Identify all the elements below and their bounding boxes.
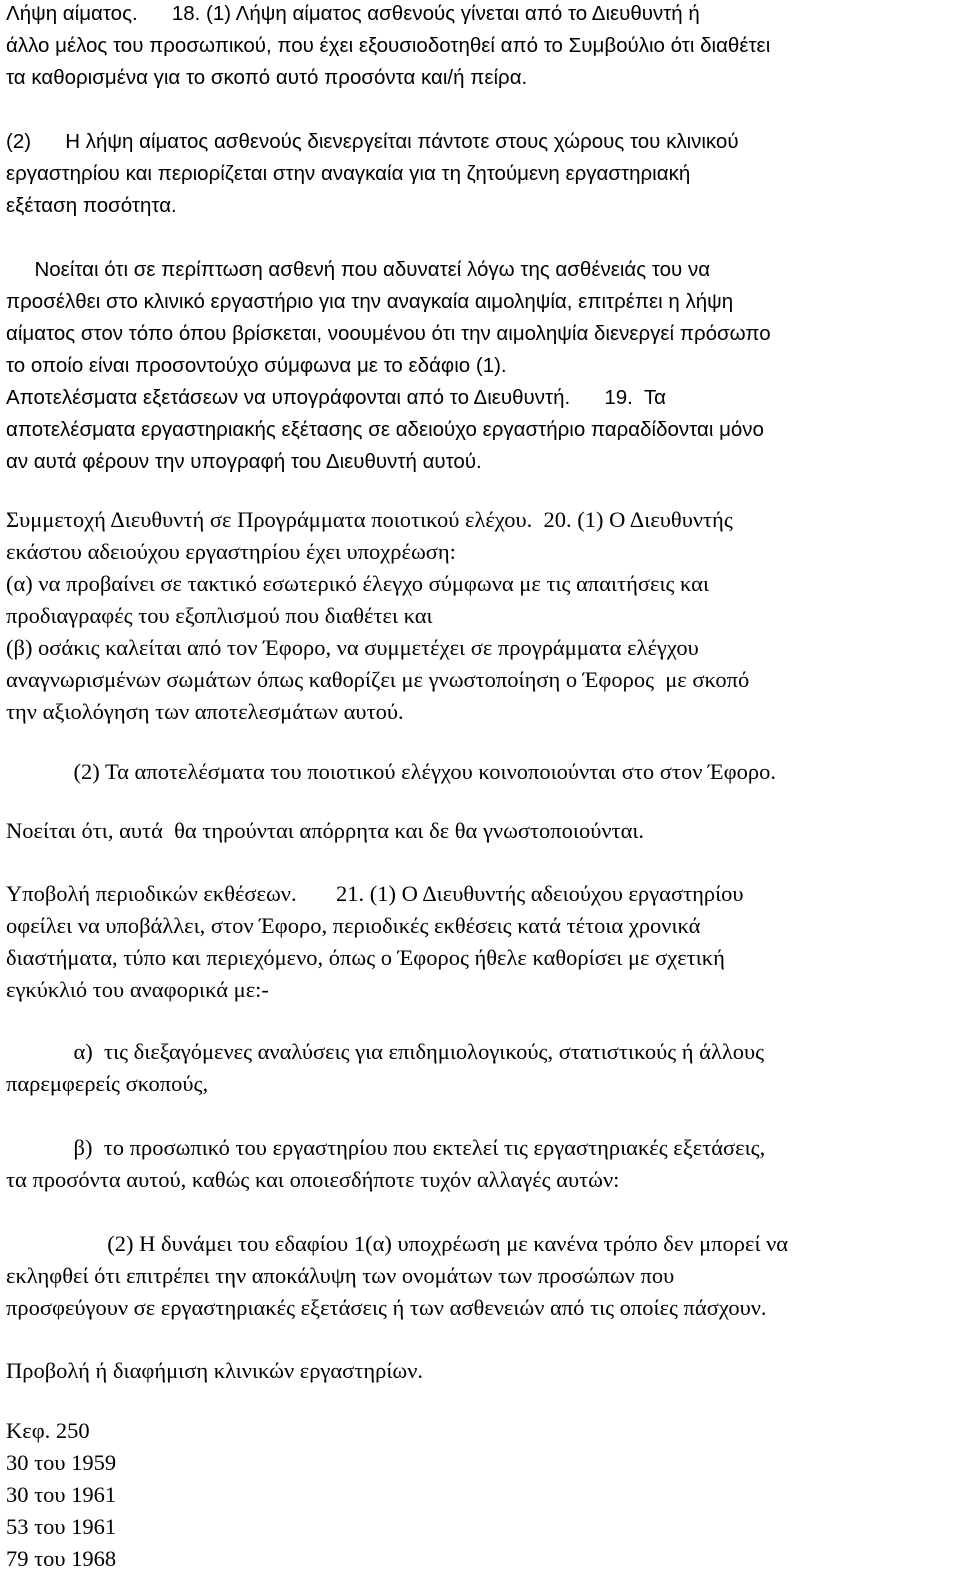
- text-line: (α) να προβαίνει σε τακτικό εσωτερικό έλεγχο σύμφωνα με τις απαιτήσεις και: [6, 571, 710, 596]
- text-line: β) το προσωπικό του εργαστηρίου που εκτελεί τις εργαστηριακές εξετάσεις,: [6, 1135, 766, 1160]
- text-line: προσφεύγουν σε εργαστηριακές εξετάσεις ή των ασθενειών από τις οποίες πάσχουν.: [6, 1295, 767, 1320]
- text-line: προσέλθει στο κλινικό εργαστήριο για την αναγκαία αιμοληψία, επιτρέπει η λήψη: [6, 290, 734, 313]
- legal-references: [6, 1415, 116, 1575]
- paragraph-blood-sampling: [6, 0, 770, 94]
- text-line: εκληφθεί ότι επιτρέπει την αποκάλυψη των ονομάτων των προσώπων που: [6, 1263, 675, 1288]
- text-line: τα καθορισμένα για το σκοπό αυτό προσόντα και/ή πείρα.: [6, 66, 528, 89]
- text-line: (2) Τα αποτελέσματα του ποιοτικού ελέγχου κοινοποιούνται στο στον Έφορο.: [6, 759, 776, 784]
- paragraph-proviso-and-results: [6, 254, 771, 478]
- paragraph-qc-notification: [6, 756, 776, 788]
- paragraph-periodic-reports: [6, 878, 744, 1006]
- text-line: άλλο μέλος του προσωπικού, που έχει εξουσιοδοτηθεί από το Συμβούλιο ότι διαθέτει: [6, 34, 771, 57]
- paragraph-advertising: [6, 1355, 423, 1387]
- text-line: εργαστηρίου και περιορίζεται στην αναγκαία για τη ζητούμενη εργαστηριακή: [6, 162, 691, 185]
- text-line: α) τις διεξαγόμενες αναλύσεις για επιδημιολογικούς, στατιστικούς ή άλλους: [6, 1039, 765, 1064]
- text-line: Νοείται ότι, αυτά θα τηρούνται απόρρητα και δε θα γνωστοποιούνται.: [6, 818, 645, 843]
- text-line: αν αυτά φέρουν την υπογραφή του Διευθυντή αυτού.: [6, 450, 482, 473]
- text-line: Συμμετοχή Διευθυντή σε Προγράμματα ποιοτικού ελέχου. 20. (1) Ο Διευθυντής: [6, 507, 733, 532]
- paragraph-disclosure: [6, 1228, 788, 1324]
- text-line: (2) Η δυνάμει του εδαφίου 1(α) υποχρέωση με κανένα τρόπο δεν μπορεί να: [6, 1231, 789, 1256]
- reference-line: 30 του 1961: [6, 1482, 117, 1507]
- text-line: προδιαγραφές του εξοπλισμού που διαθέτει και: [6, 603, 433, 628]
- text-line: την αξιολόγηση των αποτελεσμάτων αυτού.: [6, 699, 404, 724]
- text-line: εκάστου αδειούχου εργαστηρίου έχει υποχρέωση:: [6, 539, 456, 564]
- reference-line: 30 του 1959: [6, 1450, 117, 1475]
- paragraph-confidentiality: [6, 815, 644, 847]
- text-line: Υποβολή περιοδικών εκθέσεων. 21. (1) Ο Διευθυντής αδειούχου εργαστηρίου: [6, 881, 744, 906]
- text-line: αναγνωρισμένων σωμάτων όπως καθορίζει με γνωστοποίηση ο Έφορος με σκοπό: [6, 667, 750, 692]
- text-line: οφείλει να υποβάλλει, στον Έφορο, περιοδικές εκθέσεις κατά τέτοια χρονικά: [6, 913, 701, 938]
- paragraph-item-a: [6, 1036, 764, 1100]
- text-line: Νοείται ότι σε περίπτωση ασθενή που αδυνατεί λόγω της ασθένειάς του να: [6, 258, 711, 281]
- text-line: αποτελέσματα εργαστηριακής εξέτασης σε αδειούχο εργαστήριο παραδίδονται μόνο: [6, 418, 764, 441]
- text-line: εξέταση ποσότητα.: [6, 194, 177, 217]
- text-line: (2) Η λήψη αίματος ασθενούς διενεργείται πάντοτε στους χώρους του κλινικού: [6, 130, 739, 153]
- reference-line: Κεφ. 250: [6, 1418, 90, 1443]
- paragraph-item-b: [6, 1132, 765, 1196]
- text-line: παρεμφερείς σκοπούς,: [6, 1071, 209, 1096]
- text-line: διαστήματα, τύπο και περιεχόμενο, όπως ο Έφορος ήθελε καθορίσει με σχετική: [6, 945, 725, 970]
- paragraph-sampling-location: [6, 126, 739, 222]
- text-line: (β) οσάκις καλείται από τον Έφορο, να συμμετέχει σε προγράμματα ελέγχου: [6, 635, 699, 660]
- text-line: τα προσόντα αυτού, καθώς και οποιεσδήποτε τυχόν αλλαγές αυτών:: [6, 1167, 620, 1192]
- text-line: εγκύκλιό του αναφορικά με:-: [6, 977, 269, 1002]
- text-line: Προβολή ή διαφήμιση κλινικών εργαστηρίων.: [6, 1358, 423, 1383]
- reference-line: 79 του 1968: [6, 1546, 117, 1571]
- text-line: το οποίο είναι προσοντούχο σύμφωνα με το εδάφιο (1).: [6, 354, 507, 377]
- text-line: αίματος στον τόπο όπου βρίσκεται, νοουμένου ότι την αιμοληψία διενεργεί πρόσωπο: [6, 322, 771, 345]
- text-line: Λήψη αίματος. 18. (1) Λήψη αίματος ασθενούς γίνεται από το Διευθυντή ή: [6, 2, 700, 25]
- reference-line: 53 του 1961: [6, 1514, 117, 1539]
- paragraph-quality-control: [6, 504, 749, 728]
- text-line: Αποτελέσματα εξετάσεων να υπογράφονται από το Διευθυντή. 19. Τα: [6, 386, 667, 409]
